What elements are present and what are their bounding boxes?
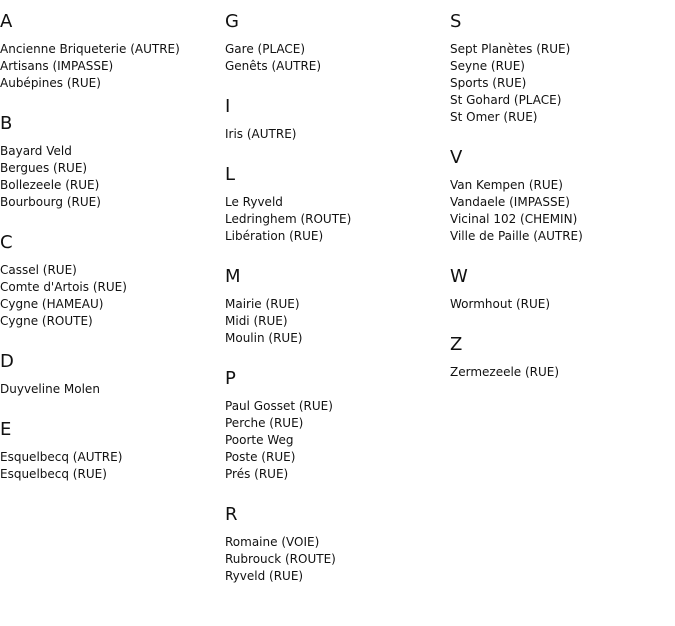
- street-link[interactable]: Cygne (ROUTE): [0, 314, 93, 328]
- letter-group: [225, 504, 447, 585]
- letter-group: [225, 96, 447, 143]
- letter-heading: I: [225, 96, 231, 117]
- letter-heading: Z: [450, 334, 463, 355]
- street-link[interactable]: Romaine (VOIE): [225, 535, 320, 549]
- street-link[interactable]: Bollezeele (RUE): [0, 178, 100, 192]
- street-list: [450, 296, 672, 313]
- street-list: [450, 364, 672, 381]
- street-list: [0, 143, 222, 211]
- letter-group: [450, 266, 672, 313]
- letter-heading: M: [225, 266, 241, 287]
- street-link[interactable]: Gare (PLACE): [225, 42, 306, 56]
- street-link[interactable]: Libération (RUE): [225, 229, 324, 243]
- letter-heading: V: [450, 147, 463, 168]
- street-list: [225, 398, 447, 483]
- street-link[interactable]: St Omer (RUE): [450, 110, 538, 124]
- street-link[interactable]: Sports (RUE): [450, 76, 527, 90]
- street-list: [0, 41, 222, 92]
- street-link[interactable]: Ledringhem (ROUTE): [225, 212, 352, 226]
- street-link[interactable]: Artisans (IMPASSE): [0, 59, 114, 73]
- street-link[interactable]: Perche (RUE): [225, 416, 304, 430]
- street-list: [450, 41, 672, 126]
- letter-heading: E: [0, 419, 12, 440]
- street-link[interactable]: Vicinal 102 (CHEMIN): [450, 212, 578, 226]
- letter-heading: W: [450, 266, 468, 287]
- street-link[interactable]: Cygne (HAMEAU): [0, 297, 104, 311]
- street-link[interactable]: Sept Planètes (RUE): [450, 42, 571, 56]
- street-link[interactable]: Moulin (RUE): [225, 331, 303, 345]
- street-link[interactable]: Vandaele (IMPASSE): [450, 195, 570, 209]
- letter-group: [225, 266, 447, 347]
- street-link[interactable]: Aubépines (RUE): [0, 76, 101, 90]
- street-list: [0, 381, 222, 398]
- letter-group: [0, 11, 222, 92]
- street-index-column-3: [450, 11, 672, 402]
- street-index-column-2: [225, 11, 447, 606]
- letter-heading: A: [0, 11, 13, 32]
- letter-group: [225, 164, 447, 245]
- letter-heading: D: [0, 351, 14, 372]
- street-link[interactable]: Bergues (RUE): [0, 161, 88, 175]
- street-link[interactable]: Midi (RUE): [225, 314, 288, 328]
- letter-group: [450, 147, 672, 245]
- letter-heading: L: [225, 164, 236, 185]
- street-link[interactable]: Ryveld (RUE): [225, 569, 304, 583]
- street-list: [225, 126, 447, 143]
- street-list: [225, 534, 447, 585]
- letter-heading: P: [225, 368, 236, 389]
- street-link[interactable]: Le Ryveld: [225, 195, 283, 209]
- letter-group: [0, 351, 222, 398]
- street-link[interactable]: St Gohard (PLACE): [450, 93, 562, 107]
- letter-heading: B: [0, 113, 13, 134]
- street-link[interactable]: Genêts (AUTRE): [225, 59, 322, 73]
- street-link[interactable]: Cassel (RUE): [0, 263, 77, 277]
- letter-group: [225, 368, 447, 483]
- letter-group: [450, 334, 672, 381]
- street-link[interactable]: Paul Gosset (RUE): [225, 399, 333, 413]
- street-list: [225, 41, 447, 75]
- street-link[interactable]: Prés (RUE): [225, 467, 289, 481]
- letter-group: [0, 113, 222, 211]
- letter-heading: R: [225, 504, 238, 525]
- street-index-column-1: [0, 11, 222, 504]
- letter-group: [450, 11, 672, 126]
- street-link[interactable]: Poste (RUE): [225, 450, 296, 464]
- street-link[interactable]: Duyveline Molen: [0, 382, 100, 396]
- street-list: [225, 194, 447, 245]
- street-link[interactable]: Comte d'Artois (RUE): [0, 280, 127, 294]
- street-link[interactable]: Poorte Weg: [225, 433, 294, 447]
- street-link[interactable]: Bayard Veld: [0, 144, 72, 158]
- letter-group: [0, 419, 222, 483]
- street-link[interactable]: Wormhout (RUE): [450, 297, 551, 311]
- letter-group: [225, 11, 447, 75]
- street-link[interactable]: Iris (AUTRE): [225, 127, 297, 141]
- letter-heading: S: [450, 11, 462, 32]
- street-link[interactable]: Esquelbecq (AUTRE): [0, 450, 123, 464]
- street-link[interactable]: Van Kempen (RUE): [450, 178, 563, 192]
- street-link[interactable]: Ville de Paille (AUTRE): [450, 229, 583, 243]
- street-list: [225, 296, 447, 347]
- street-link[interactable]: Rubrouck (ROUTE): [225, 552, 336, 566]
- street-list: [0, 449, 222, 483]
- letter-heading: G: [225, 11, 239, 32]
- street-link[interactable]: Mairie (RUE): [225, 297, 300, 311]
- street-link[interactable]: Esquelbecq (RUE): [0, 467, 107, 481]
- letter-group: [0, 232, 222, 330]
- street-link[interactable]: Ancienne Briqueterie (AUTRE): [0, 42, 180, 56]
- street-link[interactable]: Bourbourg (RUE): [0, 195, 101, 209]
- street-link[interactable]: Zermezeele (RUE): [450, 365, 560, 379]
- letter-heading: C: [0, 232, 13, 253]
- street-list: [450, 177, 672, 245]
- street-list: [0, 262, 222, 330]
- street-link[interactable]: Seyne (RUE): [450, 59, 525, 73]
